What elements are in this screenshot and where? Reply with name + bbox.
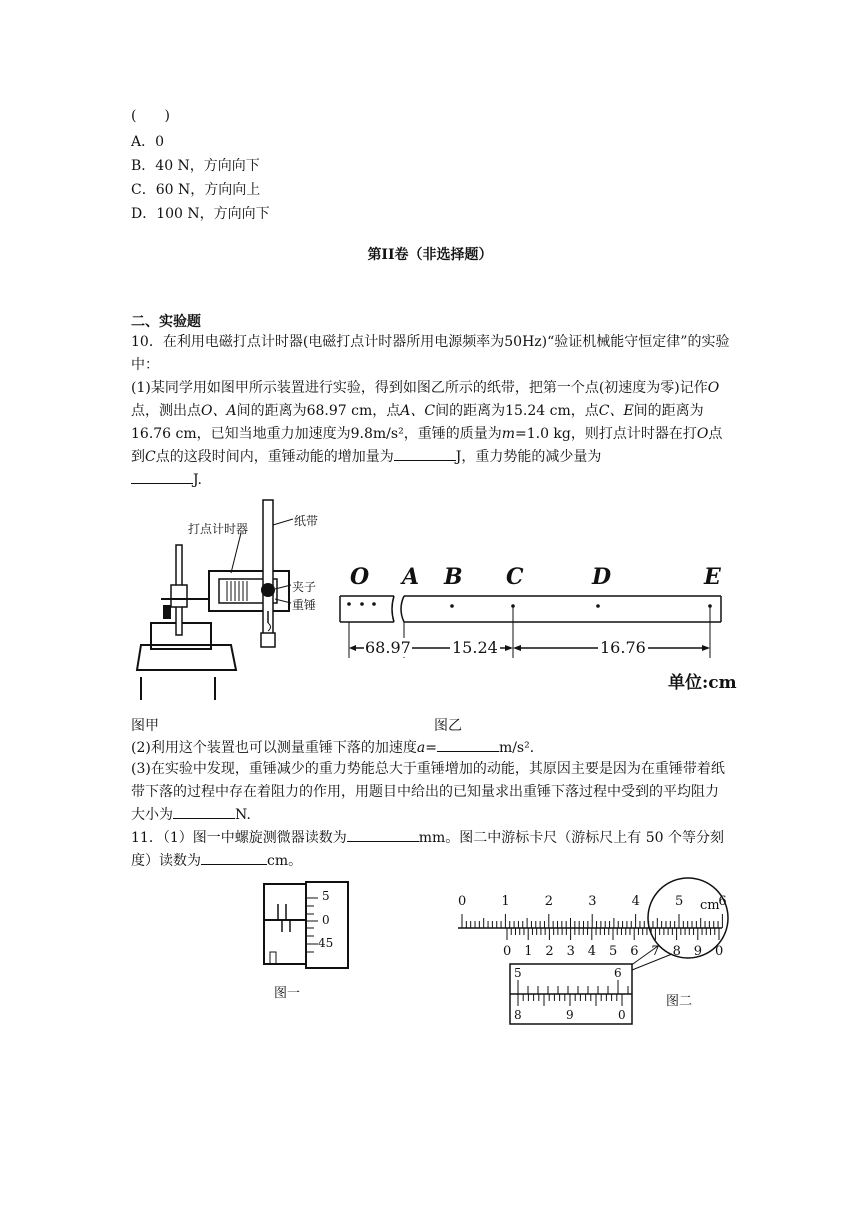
q10-part1: (1)某同学用如图甲所示装置进行实验，得到如图乙所示的纸带，把第一个点(初速度为零)记作O点，测出点O、A间的距离为68.97 cm，点A、C间的距离为15.24 cm，点C、E间的距离为16.76 cm，已知当地重力加速度为9.8m/s²，重锤的质量为m=1.0 kg，则打点计时器在打O点到C点的这段时间内，重锤动能的增加量为 J，重力势能的减少量为 J. bbox=[131, 380, 723, 488]
answer-blank-ep[interactable] bbox=[131, 469, 193, 484]
fig-jia-caption: 图甲 bbox=[131, 718, 159, 734]
tape-point-c: C bbox=[506, 564, 524, 590]
vernier-scale-label: 5 bbox=[609, 944, 618, 959]
vernier-scale-label: 8 bbox=[672, 944, 681, 959]
vernier-scale-label: 4 bbox=[587, 944, 597, 959]
option-b: B．40 N，方向向下 bbox=[131, 158, 260, 174]
answer-blank-micrometer[interactable] bbox=[347, 827, 419, 842]
option-a: A．0 bbox=[131, 134, 165, 150]
main-scale-label: 5 bbox=[675, 894, 684, 909]
thimble-label-5: 5 bbox=[322, 889, 330, 903]
option-c: C．60 N，方向向上 bbox=[131, 182, 261, 198]
main-scale-label: 2 bbox=[544, 894, 554, 909]
option-d: D．100 N，方向向下 bbox=[131, 206, 270, 222]
q10-part3: (3)在实验中发现，重锤减少的重力势能总大于重锤增加的动能，其原因主要是因为在重锤带着纸带下落的过程中存在着阻力的作用，用题目中给出的已知量求出重锤下落过程中受到的平均阻力大小为 N. bbox=[131, 761, 725, 823]
main-scale-label: 1 bbox=[501, 894, 510, 909]
zoom-main-label: 5 bbox=[514, 966, 522, 980]
q10-part2: (2)利用这个装置也可以测量重锤下落的加速度a= m/s²． bbox=[131, 737, 544, 758]
distance-ac: 15.24 bbox=[452, 638, 498, 657]
section-title: 第II卷（非选择题） bbox=[367, 247, 493, 263]
main-scale-label: 0 bbox=[458, 894, 467, 909]
tape-unit: 单位:cm bbox=[668, 673, 737, 693]
clip-label: 夹子 bbox=[292, 580, 317, 594]
vernier-scale-label: 0 bbox=[503, 944, 512, 959]
experiment-heading: 二、实验题 bbox=[131, 314, 201, 330]
thimble-label-45: 45 bbox=[318, 936, 334, 950]
vernier-scale-label: 1 bbox=[524, 944, 533, 959]
tape-point-d: D bbox=[592, 564, 612, 590]
main-scale-label: 4 bbox=[631, 894, 640, 909]
q11-text: 11．（1）图一中螺旋测微器读数为 mm。图二中游标卡尺（游标尺上有 50 个等分刻度）读数为 cm。 bbox=[131, 827, 731, 873]
answer-blank-acceleration[interactable] bbox=[437, 737, 499, 752]
vernier-scale-label: 9 bbox=[693, 944, 703, 959]
caliper-unit: cm bbox=[700, 898, 720, 913]
tape-point-e: E bbox=[704, 564, 721, 590]
vernier-scale-label: 7 bbox=[651, 944, 660, 959]
zoom-main-label: 6 bbox=[614, 966, 622, 980]
main-scale-label: 6 bbox=[718, 894, 727, 909]
vernier-scale-label: 2 bbox=[545, 944, 554, 959]
timer-label: 打点计时器 bbox=[188, 522, 249, 536]
fig-yi-caption: 图乙 bbox=[434, 718, 462, 734]
distance-ce: 16.76 bbox=[600, 638, 646, 657]
thimble-label-0: 0 bbox=[322, 913, 330, 927]
vernier-scale-label: 0 bbox=[715, 944, 724, 959]
question-paren: ( ) bbox=[131, 108, 170, 124]
tape-label: 纸带 bbox=[294, 514, 319, 528]
figure-micrometer bbox=[256, 880, 356, 970]
zoom-vernier-label: 9 bbox=[566, 1008, 574, 1022]
tape-point-a: A bbox=[402, 564, 420, 590]
vernier-scale-label: 6 bbox=[630, 944, 639, 959]
zoom-vernier-label: 0 bbox=[618, 1008, 626, 1022]
q10-intro: 10．在利用电磁打点计时器(电磁打点计时器所用电源频率为50Hz)“验证机械能守恒定律”的实验中： bbox=[131, 334, 730, 373]
caliper-caption: 图二 bbox=[666, 994, 693, 1009]
micrometer-caption: 图一 bbox=[274, 986, 301, 1001]
answer-blank-ek[interactable] bbox=[394, 446, 456, 461]
vernier-scale-label: 3 bbox=[566, 944, 575, 959]
answer-blank-caliper[interactable] bbox=[201, 850, 267, 865]
tape-point-b: B bbox=[444, 564, 463, 590]
tape-point-o: O bbox=[350, 564, 370, 590]
distance-oa: 68.97 bbox=[365, 638, 411, 657]
main-scale-label: 3 bbox=[588, 894, 597, 909]
zoom-vernier-label: 8 bbox=[514, 1008, 522, 1022]
weight-label: 重锤 bbox=[292, 598, 317, 612]
answer-blank-resistance[interactable] bbox=[173, 804, 235, 819]
